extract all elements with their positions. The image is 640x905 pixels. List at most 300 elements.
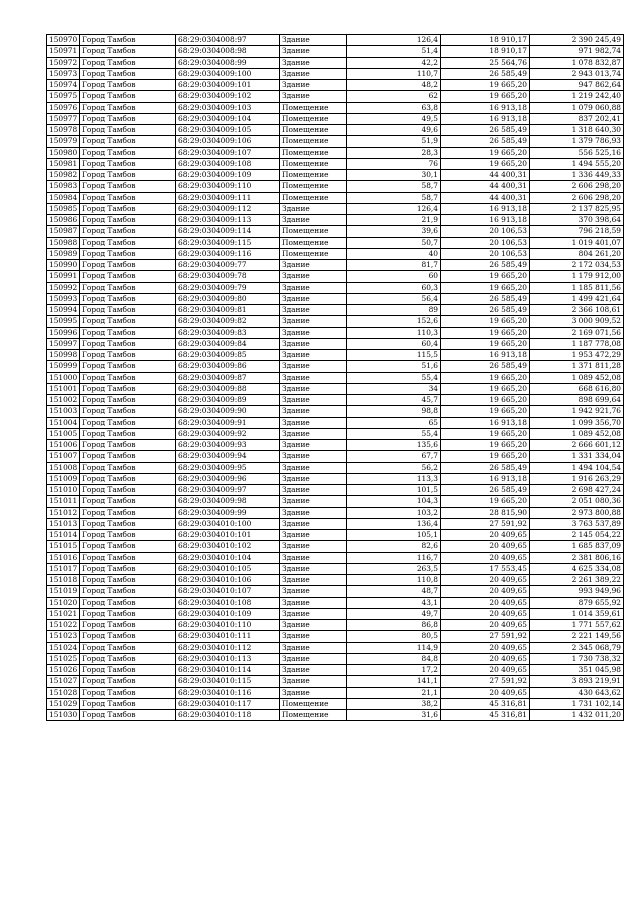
table-row [47,113,624,124]
object-type-cell: Здание [280,80,347,91]
cadastral-number-cell: 68:29:0304008:98 [176,46,280,57]
cadastral-number-cell: 68:29:0304009:95 [176,462,280,473]
table-row [47,496,624,507]
object-type-cell: Помещение [280,170,347,181]
table-row [47,361,624,372]
locality-cell: Город Тамбов [80,102,176,113]
locality-cell: Город Тамбов [80,653,176,664]
area-cell: 76 [347,158,441,169]
row-number-cell: 151030 [47,710,80,721]
object-type-cell: Здание [280,451,347,462]
cadastral-number-cell: 68:29:0304009:104 [176,113,280,124]
cadastral-number-cell: 68:29:0304009:108 [176,158,280,169]
cadastral-value-cell: 1 953 472,29 [530,350,624,361]
specific-value-cell: 20 409,65 [441,653,530,664]
table-row [47,665,624,676]
table-row [47,552,624,563]
object-type-cell: Здание [280,282,347,293]
locality-cell: Город Тамбов [80,383,176,394]
row-number-cell: 150987 [47,226,80,237]
locality-cell: Город Тамбов [80,271,176,282]
cadastral-number-cell: 68:29:0304009:90 [176,406,280,417]
locality-cell: Город Тамбов [80,665,176,676]
row-number-cell: 151027 [47,676,80,687]
specific-value-cell: 44 400,31 [441,181,530,192]
area-cell: 49,7 [347,608,441,619]
cadastral-value-cell: 2 221 149,56 [530,631,624,642]
cadastral-value-cell: 2 390 245,49 [530,35,624,46]
object-type-cell: Здание [280,372,347,383]
object-type-cell: Помещение [280,181,347,192]
area-cell: 126,4 [347,35,441,46]
cadastral-number-cell: 68:29:0304009:116 [176,248,280,259]
table-row [47,215,624,226]
specific-value-cell: 16 913,18 [441,215,530,226]
specific-value-cell: 27 591,92 [441,676,530,687]
object-type-cell: Здание [280,327,347,338]
object-type-cell: Здание [280,496,347,507]
object-type-cell: Здание [280,620,347,631]
table-row [47,417,624,428]
object-type-cell: Помещение [280,102,347,113]
cadastral-number-cell: 68:29:0304009:107 [176,147,280,158]
locality-cell: Город Тамбов [80,91,176,102]
locality-cell: Город Тамбов [80,563,176,574]
table-row [47,181,624,192]
specific-value-cell: 16 913,18 [441,203,530,214]
cadastral-number-cell: 68:29:0304009:111 [176,192,280,203]
area-cell: 114,9 [347,642,441,653]
specific-value-cell: 27 591,92 [441,631,530,642]
specific-value-cell: 19 665,20 [441,383,530,394]
locality-cell: Город Тамбов [80,170,176,181]
locality-cell: Город Тамбов [80,406,176,417]
specific-value-cell: 20 106,53 [441,248,530,259]
cadastral-value-cell: 2 943 013,74 [530,68,624,79]
cadastral-value-cell: 947 862,64 [530,80,624,91]
cadastral-number-cell: 68:29:0304009:109 [176,170,280,181]
area-cell: 38,2 [347,698,441,709]
object-type-cell: Здание [280,665,347,676]
cadastral-value-cell: 4 625 334,08 [530,563,624,574]
locality-cell: Город Тамбов [80,518,176,529]
row-number-cell: 150998 [47,350,80,361]
table-row [47,293,624,304]
locality-cell: Город Тамбов [80,192,176,203]
table-row [47,350,624,361]
table-row [47,642,624,653]
area-cell: 263,5 [347,563,441,574]
cadastral-value-cell: 2 051 080,36 [530,496,624,507]
object-type-cell: Здание [280,473,347,484]
table-row [47,248,624,259]
area-cell: 63,8 [347,102,441,113]
cadastral-number-cell: 68:29:0304010:105 [176,563,280,574]
table-row [47,563,624,574]
specific-value-cell: 19 665,20 [441,158,530,169]
locality-cell: Город Тамбов [80,305,176,316]
cadastral-value-cell: 2 137 825,95 [530,203,624,214]
object-type-cell: Здание [280,631,347,642]
cadastral-value-cell: 971 982,74 [530,46,624,57]
object-type-cell: Здание [280,203,347,214]
row-number-cell: 150999 [47,361,80,372]
object-type-cell: Здание [280,440,347,451]
specific-value-cell: 20 409,65 [441,608,530,619]
row-number-cell: 151006 [47,440,80,451]
object-type-cell: Помещение [280,136,347,147]
area-cell: 21,9 [347,215,441,226]
specific-value-cell: 20 409,65 [441,620,530,631]
area-cell: 89 [347,305,441,316]
cadastral-value-cell: 1 942 921,76 [530,406,624,417]
object-type-cell: Здание [280,316,347,327]
table-row [47,260,624,271]
table-row [47,170,624,181]
area-cell: 45,7 [347,395,441,406]
cadastral-number-cell: 68:29:0304010:102 [176,541,280,552]
locality-cell: Город Тамбов [80,35,176,46]
table-row [47,46,624,57]
specific-value-cell: 16 913,18 [441,473,530,484]
area-cell: 31,6 [347,710,441,721]
specific-value-cell: 26 585,49 [441,485,530,496]
cadastral-number-cell: 68:29:0304009:103 [176,102,280,113]
row-number-cell: 150976 [47,102,80,113]
cadastral-number-cell: 68:29:0304008:99 [176,57,280,68]
object-type-cell: Помещение [280,113,347,124]
area-cell: 34 [347,383,441,394]
cadastral-number-cell: 68:29:0304009:105 [176,125,280,136]
table-row [47,687,624,698]
locality-cell: Город Тамбов [80,136,176,147]
cadastral-value-cell: 879 655,92 [530,597,624,608]
cadastral-number-cell: 68:29:0304008:97 [176,35,280,46]
row-number-cell: 150970 [47,35,80,46]
locality-cell: Город Тамбов [80,327,176,338]
object-type-cell: Помещение [280,226,347,237]
object-type-cell: Здание [280,395,347,406]
cadastral-number-cell: 68:29:0304009:114 [176,226,280,237]
object-type-cell: Здание [280,361,347,372]
object-type-cell: Здание [280,293,347,304]
row-number-cell: 150973 [47,68,80,79]
row-number-cell: 151007 [47,451,80,462]
row-number-cell: 150996 [47,327,80,338]
area-cell: 67,7 [347,451,441,462]
object-type-cell: Здание [280,462,347,473]
table-row [47,710,624,721]
cadastral-value-cell: 1 771 557,62 [530,620,624,631]
table-row [47,485,624,496]
object-type-cell: Здание [280,338,347,349]
specific-value-cell: 44 400,31 [441,192,530,203]
table-row [47,608,624,619]
cadastral-value-cell: 2 345 068,79 [530,642,624,653]
row-number-cell: 151024 [47,642,80,653]
area-cell: 105,1 [347,530,441,541]
table-row [47,125,624,136]
specific-value-cell: 27 591,92 [441,518,530,529]
specific-value-cell: 45 316,81 [441,710,530,721]
cadastral-value-cell: 668 616,80 [530,383,624,394]
object-type-cell: Помещение [280,237,347,248]
locality-cell: Город Тамбов [80,282,176,293]
object-type-cell: Помещение [280,698,347,709]
cadastral-value-cell: 3 893 219,91 [530,676,624,687]
table-row [47,203,624,214]
cadastral-value-cell: 1 371 811,28 [530,361,624,372]
row-number-cell: 151017 [47,563,80,574]
object-type-cell: Здание [280,350,347,361]
row-number-cell: 150992 [47,282,80,293]
locality-cell: Город Тамбов [80,642,176,653]
locality-cell: Город Тамбов [80,68,176,79]
area-cell: 56,2 [347,462,441,473]
table-row [47,530,624,541]
cadastral-number-cell: 68:29:0304010:110 [176,620,280,631]
cadastral-value-cell: 1 336 449,33 [530,170,624,181]
object-type-cell: Здание [280,417,347,428]
object-type-cell: Здание [280,428,347,439]
specific-value-cell: 20 409,65 [441,642,530,653]
area-cell: 58,7 [347,192,441,203]
object-type-cell: Здание [280,68,347,79]
cadastral-number-cell: 68:29:0304009:112 [176,203,280,214]
table-row [47,653,624,664]
object-type-cell: Здание [280,676,347,687]
area-cell: 40 [347,248,441,259]
locality-cell: Город Тамбов [80,597,176,608]
table-row [47,102,624,113]
row-number-cell: 151012 [47,507,80,518]
table-row [47,620,624,631]
cadastral-number-cell: 68:29:0304009:98 [176,496,280,507]
specific-value-cell: 19 665,20 [441,80,530,91]
cadastral-value-cell: 1 019 401,07 [530,237,624,248]
row-number-cell: 150997 [47,338,80,349]
specific-value-cell: 20 106,53 [441,226,530,237]
table-row [47,698,624,709]
row-number-cell: 151011 [47,496,80,507]
area-cell: 49,5 [347,113,441,124]
specific-value-cell: 26 585,49 [441,361,530,372]
area-cell: 51,6 [347,361,441,372]
row-number-cell: 150988 [47,237,80,248]
specific-value-cell: 20 409,65 [441,552,530,563]
specific-value-cell: 44 400,31 [441,170,530,181]
cadastral-value-cell: 1 731 102,14 [530,698,624,709]
table-row [47,428,624,439]
cadastral-value-cell: 993 949,96 [530,586,624,597]
object-type-cell: Здание [280,91,347,102]
area-cell: 115,5 [347,350,441,361]
row-number-cell: 150981 [47,158,80,169]
cadastral-value-cell: 1 179 912,00 [530,271,624,282]
cadastral-value-cell: 1 494 104,54 [530,462,624,473]
cadastral-value-cell: 1 494 555,20 [530,158,624,169]
specific-value-cell: 19 665,20 [441,372,530,383]
cadastral-number-cell: 68:29:0304009:97 [176,485,280,496]
area-cell: 17,2 [347,665,441,676]
area-cell: 152,6 [347,316,441,327]
cadastral-value-cell: 1 730 738,32 [530,653,624,664]
table-row [47,80,624,91]
cadastral-number-cell: 68:29:0304010:109 [176,608,280,619]
cadastral-value-cell: 3 000 909,52 [530,316,624,327]
cadastral-value-cell: 1 185 811,56 [530,282,624,293]
cadastral-number-cell: 68:29:0304009:81 [176,305,280,316]
area-cell: 50,7 [347,237,441,248]
locality-cell: Город Тамбов [80,181,176,192]
specific-value-cell: 19 665,20 [441,395,530,406]
area-cell: 86,8 [347,620,441,631]
row-number-cell: 150985 [47,203,80,214]
object-type-cell: Здание [280,518,347,529]
area-cell: 126,4 [347,203,441,214]
cadastral-value-cell: 1 685 837,09 [530,541,624,552]
specific-value-cell: 18 910,17 [441,46,530,57]
specific-value-cell: 20 409,65 [441,597,530,608]
cadastral-value-cell: 2 698 427,24 [530,485,624,496]
locality-cell: Город Тамбов [80,530,176,541]
object-type-cell: Здание [280,507,347,518]
specific-value-cell: 28 815,90 [441,507,530,518]
area-cell: 51,4 [347,46,441,57]
cadastral-value-cell: 2 973 800,88 [530,507,624,518]
cadastral-value-cell: 837 202,41 [530,113,624,124]
row-number-cell: 150993 [47,293,80,304]
locality-cell: Город Тамбов [80,462,176,473]
specific-value-cell: 20 106,53 [441,237,530,248]
cadastral-number-cell: 68:29:0304009:106 [176,136,280,147]
cadastral-number-cell: 68:29:0304010:117 [176,698,280,709]
row-number-cell: 150989 [47,248,80,259]
specific-value-cell: 19 665,20 [441,91,530,102]
area-cell: 141,1 [347,676,441,687]
locality-cell: Город Тамбов [80,215,176,226]
area-cell: 43,1 [347,597,441,608]
cadastral-number-cell: 68:29:0304009:102 [176,91,280,102]
locality-cell: Город Тамбов [80,710,176,721]
area-cell: 60,4 [347,338,441,349]
locality-cell: Город Тамбов [80,316,176,327]
cadastral-number-cell: 68:29:0304009:80 [176,293,280,304]
cadastral-value-cell: 2 145 054,22 [530,530,624,541]
area-cell: 81,7 [347,260,441,271]
specific-value-cell: 26 585,49 [441,305,530,316]
row-number-cell: 150986 [47,215,80,226]
cadastral-number-cell: 68:29:0304009:110 [176,181,280,192]
row-number-cell: 151019 [47,586,80,597]
cadastral-number-cell: 68:29:0304009:85 [176,350,280,361]
object-type-cell: Здание [280,552,347,563]
cadastral-value-cell: 804 261,20 [530,248,624,259]
object-type-cell: Здание [280,586,347,597]
locality-cell: Город Тамбов [80,485,176,496]
specific-value-cell: 16 913,18 [441,102,530,113]
area-cell: 48,2 [347,80,441,91]
area-cell: 98,8 [347,406,441,417]
locality-cell: Город Тамбов [80,248,176,259]
row-number-cell: 151023 [47,631,80,642]
specific-value-cell: 19 665,20 [441,147,530,158]
locality-cell: Город Тамбов [80,293,176,304]
row-number-cell: 150983 [47,181,80,192]
row-number-cell: 151010 [47,485,80,496]
specific-value-cell: 26 585,49 [441,125,530,136]
locality-cell: Город Тамбов [80,473,176,484]
row-number-cell: 150994 [47,305,80,316]
cadastral-number-cell: 68:29:0304010:111 [176,631,280,642]
area-cell: 56,4 [347,293,441,304]
locality-cell: Город Тамбов [80,631,176,642]
cadastral-number-cell: 68:29:0304010:112 [176,642,280,653]
row-number-cell: 151026 [47,665,80,676]
cadastral-number-cell: 68:29:0304010:104 [176,552,280,563]
area-cell: 101,5 [347,485,441,496]
cadastral-value-cell: 370 398,64 [530,215,624,226]
table-row [47,372,624,383]
row-number-cell: 151009 [47,473,80,484]
cadastral-value-cell: 1 014 359,61 [530,608,624,619]
cadastral-value-cell: 796 218,59 [530,226,624,237]
locality-cell: Город Тамбов [80,608,176,619]
row-number-cell: 151003 [47,406,80,417]
specific-value-cell: 19 665,20 [441,271,530,282]
table-row [47,518,624,529]
cadastral-number-cell: 68:29:0304009:91 [176,417,280,428]
row-number-cell: 151022 [47,620,80,631]
row-number-cell: 151016 [47,552,80,563]
cadastral-value-cell: 1 187 778,08 [530,338,624,349]
cadastral-value-cell: 430 643,62 [530,687,624,698]
row-number-cell: 150975 [47,91,80,102]
locality-cell: Город Тамбов [80,575,176,586]
cadastral-number-cell: 68:29:0304009:96 [176,473,280,484]
cadastral-number-cell: 68:29:0304009:78 [176,271,280,282]
table-row [47,406,624,417]
cadastral-number-cell: 68:29:0304010:101 [176,530,280,541]
specific-value-cell: 20 409,65 [441,575,530,586]
specific-value-cell: 16 913,18 [441,350,530,361]
row-number-cell: 151029 [47,698,80,709]
table-row [47,192,624,203]
table-row [47,147,624,158]
area-cell: 113,3 [347,473,441,484]
cadastral-number-cell: 68:29:0304010:106 [176,575,280,586]
row-number-cell: 151014 [47,530,80,541]
area-cell: 48,7 [347,586,441,597]
locality-cell: Город Тамбов [80,496,176,507]
row-number-cell: 150979 [47,136,80,147]
area-cell: 104,3 [347,496,441,507]
cadastral-value-cell: 1 078 832,87 [530,57,624,68]
table-row [47,575,624,586]
table-row [47,451,624,462]
area-cell: 42,2 [347,57,441,68]
cadastral-number-cell: 68:29:0304009:93 [176,440,280,451]
locality-cell: Город Тамбов [80,260,176,271]
cadastral-value-cell: 2 261 389,22 [530,575,624,586]
specific-value-cell: 26 585,49 [441,462,530,473]
locality-cell: Город Тамбов [80,80,176,91]
cadastral-value-table [46,34,624,721]
object-type-cell: Здание [280,260,347,271]
area-cell: 21,1 [347,687,441,698]
table-row [47,462,624,473]
cadastral-number-cell: 68:29:0304009:87 [176,372,280,383]
